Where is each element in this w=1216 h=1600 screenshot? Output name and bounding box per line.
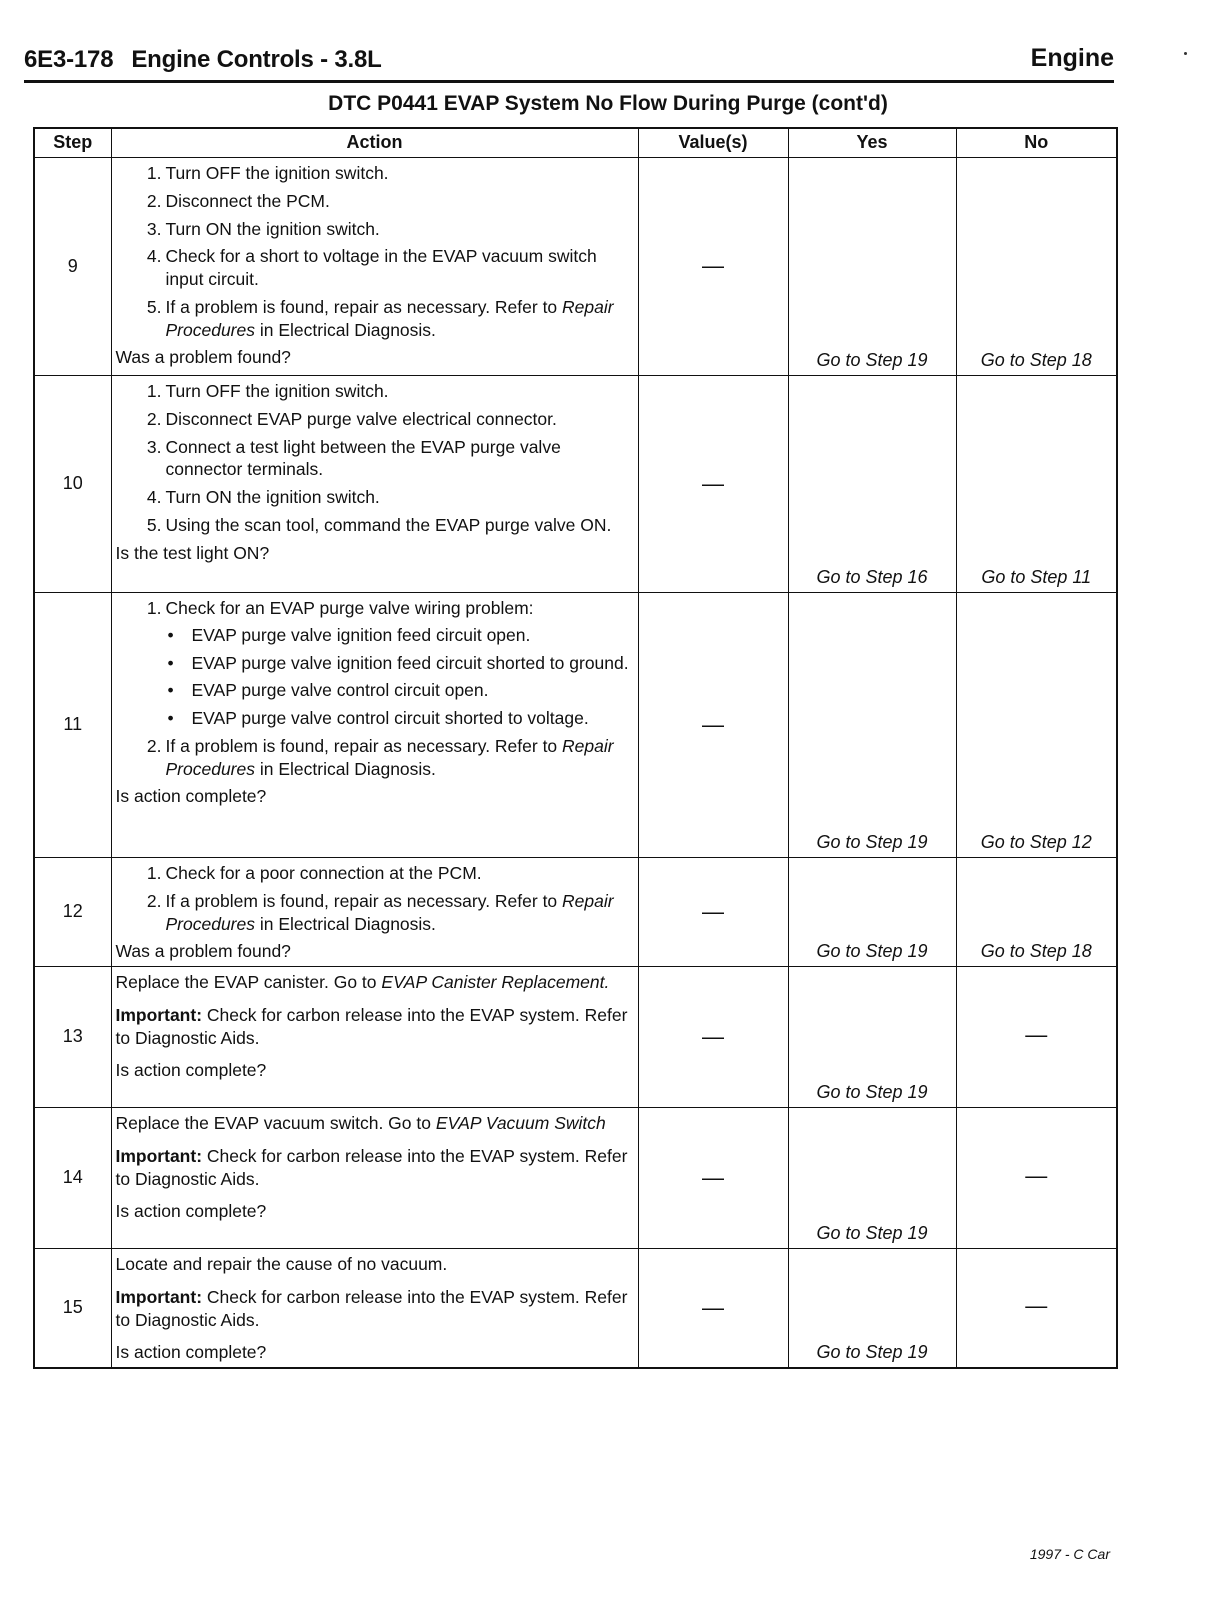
- header-title: [24, 46, 382, 74]
- yes-cell: Go to Step 19: [788, 967, 956, 1108]
- no-cell: Go to Step 18: [956, 858, 1117, 967]
- important-note: Important: Check for carbon release into the EVAP system. Refer to Diagnostic Aids.: [115, 1286, 628, 1330]
- action-item: 5. If a problem is found, repair as necessary. Refer to Repair Procedures in Electrical Diagnosis.: [146, 296, 614, 340]
- no-cell: Go to Step 12: [956, 593, 1117, 858]
- instruction-text: Locate and repair the cause of no vacuum.: [115, 1254, 448, 1274]
- page-header: [24, 44, 1114, 83]
- no-cell: —: [956, 1108, 1117, 1249]
- action-cell: [111, 1249, 638, 1369]
- question: Is the test light ON?: [115, 542, 270, 563]
- value-cell: —: [638, 593, 788, 858]
- table-title: DTC P0441 EVAP System No Flow During Purge (cont'd): [328, 92, 888, 115]
- yes-cell: Go to Step 19: [788, 858, 956, 967]
- section-title: Engine Controls - 3.8L: [131, 46, 382, 73]
- table-row: [34, 593, 1117, 858]
- question: Is action complete?: [115, 1201, 267, 1222]
- question: Is action complete?: [115, 786, 267, 807]
- value-cell: —: [638, 858, 788, 967]
- action-item: 4. Check for a short to voltage in the EVAP vacuum switch input circuit.: [146, 246, 597, 289]
- no-cell: Go to Step 18: [956, 158, 1117, 376]
- action-item: 2. If a problem is found, repair as necessary. Refer to Repair Procedures in Electrical Diagnosis.: [146, 890, 614, 934]
- action-item: 3. Turn ON the ignition switch.: [146, 218, 380, 239]
- scan-speck: [1184, 52, 1187, 55]
- question: Is action complete?: [115, 1060, 267, 1081]
- table-header-row: [34, 128, 1117, 158]
- no-cell: —: [956, 1249, 1117, 1369]
- bullet-item: • EVAP purge valve control circuit shorted to voltage.: [166, 707, 632, 730]
- page-footer: 1997 - C Car: [1029, 1546, 1110, 1562]
- action-item: 1. Check for an EVAP purge valve wiring problem: • EVAP purge valve ignition feed circuit open. • EVAP purge valve ignition feed circuit shorted to ground. • EVAP purge valve control circuit open. • EVAP purge valve control circuit shorted to voltage.: [116, 597, 632, 730]
- step-number: 11: [34, 593, 111, 858]
- yes-cell: Go to Step 19: [788, 1249, 956, 1369]
- yes-cell: Go to Step 19: [788, 158, 956, 376]
- no-cell: Go to Step 11: [956, 376, 1117, 593]
- action-item: 4. Turn ON the ignition switch.: [146, 487, 380, 507]
- question: Was a problem found?: [115, 347, 291, 368]
- bullet-item: • EVAP purge valve ignition feed circuit open.: [166, 624, 632, 647]
- page-code: 6E3-178: [24, 46, 114, 73]
- value-cell: —: [638, 376, 788, 593]
- value-cell: —: [638, 1249, 788, 1369]
- value-cell: —: [638, 158, 788, 376]
- action-cell: [111, 1108, 638, 1249]
- yes-cell: Go to Step 19: [788, 1108, 956, 1249]
- table-row: [34, 1108, 1117, 1249]
- col-header-step: Step: [34, 128, 111, 158]
- table-row: [34, 158, 1117, 376]
- action-cell: [111, 593, 638, 858]
- instruction-text: Replace the EVAP canister. Go to EVAP Canister Replacement.: [115, 972, 610, 992]
- action-item: 1. Turn OFF the ignition switch.: [146, 163, 389, 183]
- yes-cell: Go to Step 19: [788, 593, 956, 858]
- yes-cell: Go to Step 16: [788, 376, 956, 593]
- action-cell: [111, 967, 638, 1108]
- question: Was a problem found?: [115, 941, 291, 962]
- table-row: [34, 376, 1117, 593]
- important-note: Important: Check for carbon release into the EVAP system. Refer to Diagnostic Aids.: [115, 1004, 628, 1048]
- step-number: 12: [34, 858, 111, 967]
- action-item: 1. Turn OFF the ignition switch.: [146, 381, 389, 401]
- action-item: 2. Disconnect the PCM.: [146, 190, 330, 211]
- question: Is action complete?: [115, 1342, 267, 1363]
- action-item: 2. If a problem is found, repair as necessary. Refer to Repair Procedures in Electrical Diagnosis.: [146, 735, 614, 779]
- value-cell: —: [638, 1108, 788, 1249]
- bullet-item: • EVAP purge valve ignition feed circuit shorted to ground.: [166, 652, 632, 675]
- action-item: 5. Using the scan tool, command the EVAP purge valve ON.: [146, 514, 612, 535]
- col-header-no: No: [956, 128, 1117, 158]
- col-header-yes: Yes: [788, 128, 956, 158]
- step-number: 10: [34, 376, 111, 593]
- table-row: [34, 967, 1117, 1108]
- col-header-action: Action: [111, 128, 638, 158]
- no-cell: —: [956, 967, 1117, 1108]
- step-number: 14: [34, 1108, 111, 1249]
- step-number: 15: [34, 1249, 111, 1369]
- header-category: Engine: [1030, 44, 1114, 72]
- action-cell: [111, 858, 638, 967]
- value-cell: —: [638, 967, 788, 1108]
- action-cell: [111, 376, 638, 593]
- action-cell: [111, 158, 638, 376]
- table-row: [34, 1249, 1117, 1369]
- action-item: 2. Disconnect EVAP purge valve electrical connector.: [146, 408, 557, 429]
- action-item: 3. Connect a test light between the EVAP purge valve connector terminals.: [146, 436, 561, 480]
- table-row: [34, 858, 1117, 967]
- step-number: 9: [34, 158, 111, 376]
- bullet-item: • EVAP purge valve control circuit open.: [166, 679, 632, 702]
- action-item: 1. Check for a poor connection at the PCM.: [146, 863, 482, 883]
- diagnostic-table: [33, 127, 1118, 1369]
- col-header-values: Value(s): [638, 128, 788, 158]
- important-note: Important: Check for carbon release into the EVAP system. Refer to Diagnostic Aids.: [115, 1145, 628, 1189]
- instruction-text: Replace the EVAP vacuum switch. Go to EVAP Vacuum Switch: [115, 1113, 606, 1133]
- step-number: 13: [34, 967, 111, 1108]
